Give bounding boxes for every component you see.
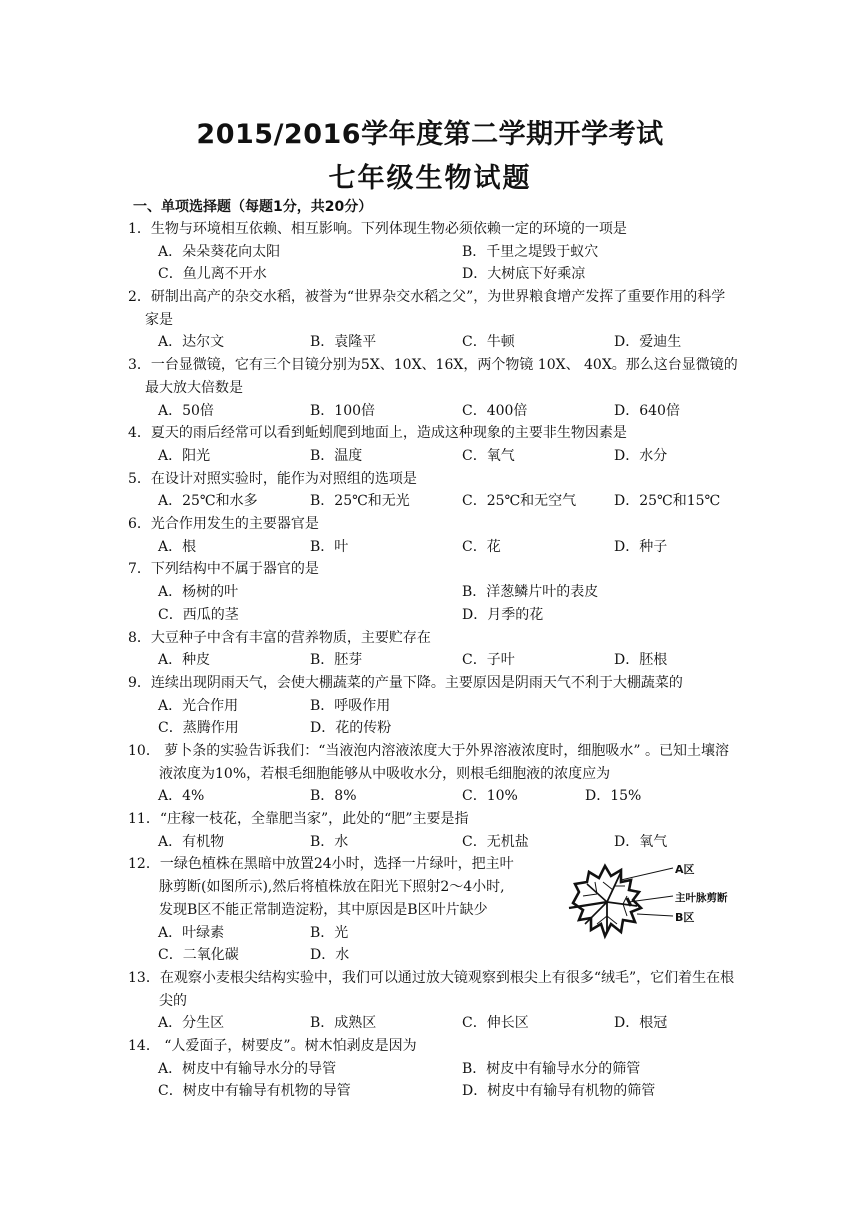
- option-c: C．400倍: [462, 402, 528, 419]
- question-stem: 9．连续出现阴雨天气，会使大棚蔬菜的产量下降。主要原因是阴雨天气不利于大棚蔬菜的: [128, 674, 683, 691]
- option-a: A．光合作用: [158, 697, 239, 714]
- option-a: A．4%: [158, 788, 205, 805]
- option-b: B．洋葱鳞片叶的表皮: [462, 584, 599, 601]
- question-5: [128, 468, 738, 513]
- option-d: D．15%: [585, 788, 642, 805]
- option-c: C．10%: [462, 788, 518, 805]
- option-b: B．25℃和无光: [310, 493, 410, 510]
- option-c: C．西瓜的茎: [158, 606, 239, 623]
- option-a: A．种皮: [158, 652, 211, 669]
- option-a: A．朵朵葵花向太阳: [158, 243, 281, 260]
- label-area-a: A区: [675, 863, 695, 876]
- option-a: A．有机物: [158, 833, 225, 850]
- question-stem: 14． “人爱面子，树要皮”。树木怕剥皮是因为: [128, 1038, 417, 1055]
- option-b: B．呼吸作用: [310, 697, 391, 714]
- option-d: D．大树底下好乘凉: [462, 266, 586, 283]
- option-b: B．袁隆平: [310, 334, 377, 351]
- question-list: [128, 218, 738, 1103]
- option-d: D．25℃和15℃: [614, 493, 721, 510]
- question-11: [128, 808, 738, 853]
- label-area-b: B区: [675, 911, 695, 924]
- leaf-figure: [565, 858, 743, 940]
- question-stem: 5．在设计对照实验时，能作为对照组的选项是: [128, 470, 417, 487]
- option-a: A．阳光: [158, 447, 211, 464]
- option-d: D．树皮中有输导有机物的筛管: [462, 1083, 656, 1100]
- option-c: C．树皮中有输导有机物的导管: [158, 1083, 351, 1100]
- section-heading: 一、单项选择题（每题1分，共20分）: [133, 199, 373, 215]
- option-b: B．树皮中有输导水分的筛管: [462, 1060, 641, 1077]
- option-b: B．千里之堤毁于蚁穴: [462, 243, 599, 260]
- question-1: [128, 218, 738, 286]
- option-a: A．分生区: [158, 1015, 225, 1032]
- question-2: [128, 286, 738, 354]
- question-stem: 2．研制出高产的杂交水稻，被誉为“世界杂交水稻之父”，为世界粮食增产发挥了重要作用的科学家是: [128, 289, 726, 328]
- option-b: B．成熟区: [310, 1015, 377, 1032]
- question-stem: 13．在观察小麦根尖结构实验中，我们可以通过放大镜观察到根尖上有很多“绒毛”，它们着生在根尖的: [128, 969, 735, 1009]
- option-a: A．50倍: [158, 402, 214, 419]
- option-d: D．根冠: [614, 1015, 668, 1032]
- option-b: B．叶: [310, 538, 349, 555]
- option-d: D．胚根: [614, 652, 668, 669]
- option-c: C．花: [462, 538, 501, 555]
- question-10: [128, 740, 738, 808]
- question-3: [128, 354, 738, 422]
- question-stem: 8．大豆种子中含有丰富的营养物质，主要贮存在: [128, 629, 431, 646]
- option-a: A．25℃和水多: [158, 493, 258, 510]
- option-c: C．氧气: [462, 447, 515, 464]
- option-a: A．叶绿素: [158, 924, 225, 941]
- label-vein-cut: 主叶脉剪断: [675, 892, 728, 904]
- leaf-diagram: [565, 858, 743, 940]
- option-a: A．树皮中有输导水分的导管: [158, 1060, 337, 1077]
- option-d: D．月季的花: [462, 606, 544, 623]
- question-stem: 4．夏天的雨后经常可以看到蚯蚓爬到地面上，造成这种现象的主要非生物因素是: [128, 425, 627, 442]
- exam-subtitle: 七年级生物试题: [328, 163, 532, 194]
- question-7: [128, 558, 738, 626]
- question-9: [128, 672, 738, 740]
- option-d: D．氧气: [614, 833, 668, 850]
- option-c: C．牛顿: [462, 334, 515, 351]
- question-stem: 10． 萝卜条的实验告诉我们：“当液泡内溶液浓度大于外界溶液浓度时，细胞吸水” 。已知土壤溶液浓度为10%，若根毛细胞能够从中吸收水分，则根毛细胞液的浓度应为: [128, 742, 730, 782]
- question-stem: 6．光合作用发生的主要器官是: [128, 516, 319, 533]
- option-b: B．100倍: [310, 402, 376, 419]
- option-c: C．鱼儿离不开水: [158, 266, 267, 283]
- option-b: B．8%: [310, 788, 357, 805]
- question-8: [128, 627, 738, 672]
- option-b: B．胚芽: [310, 652, 363, 669]
- option-d: D．爱迪生: [614, 334, 682, 351]
- option-b: B．光: [310, 924, 349, 941]
- question-stem: 7．下列结构中不属于器官的是: [128, 561, 319, 578]
- option-d: D．640倍: [614, 402, 680, 419]
- option-a: A．根: [158, 538, 197, 555]
- option-b: B．水: [310, 833, 349, 850]
- question-stem-cont: 脉剪断(如图所示),然后将植株放在阳光下照射2～4小时,: [159, 879, 505, 896]
- question-4: [128, 422, 738, 467]
- question-stem: 3．一台显微镜，它有三个目镜分别为5X、10X、16X，两个物镜 10X、 40X。那么这台显微镜的最大放大倍数是: [128, 357, 738, 396]
- question-14: [128, 1035, 738, 1103]
- question-stem: 12．一绿色植株在黑暗中放置24小时，选择一片绿叶，把主叶: [128, 856, 514, 873]
- question-stem-cont: 发现B区不能正常制造淀粉，其中原因是B区叶片缺少: [159, 901, 488, 918]
- option-d: D．种子: [614, 538, 668, 555]
- option-c: C．无机盐: [462, 833, 529, 850]
- option-c: C．蒸腾作用: [158, 720, 239, 737]
- option-c: C．二氧化碳: [158, 947, 239, 964]
- option-d: D．花的传粉: [310, 720, 392, 737]
- option-a: A．杨树的叶: [158, 584, 239, 601]
- option-c: C．子叶: [462, 652, 515, 669]
- question-6: [128, 513, 738, 558]
- option-a: A．达尔文: [158, 334, 225, 351]
- option-d: D．水分: [614, 447, 668, 464]
- option-c: C．伸长区: [462, 1015, 529, 1032]
- option-d: D．水: [310, 947, 350, 964]
- exam-title: 2015/2016学年度第二学期开学考试: [196, 119, 664, 150]
- option-c: C．25℃和无空气: [462, 493, 577, 510]
- question-stem: 1．生物与环境相互依赖、相互影响。下列体现生物必须依赖一定的环境的一项是: [128, 221, 627, 237]
- question-stem: 11．“庄稼一枝花，全靠肥当家”，此处的“肥”主要是指: [128, 811, 469, 828]
- option-b: B．温度: [310, 447, 363, 464]
- question-13: [128, 967, 738, 1035]
